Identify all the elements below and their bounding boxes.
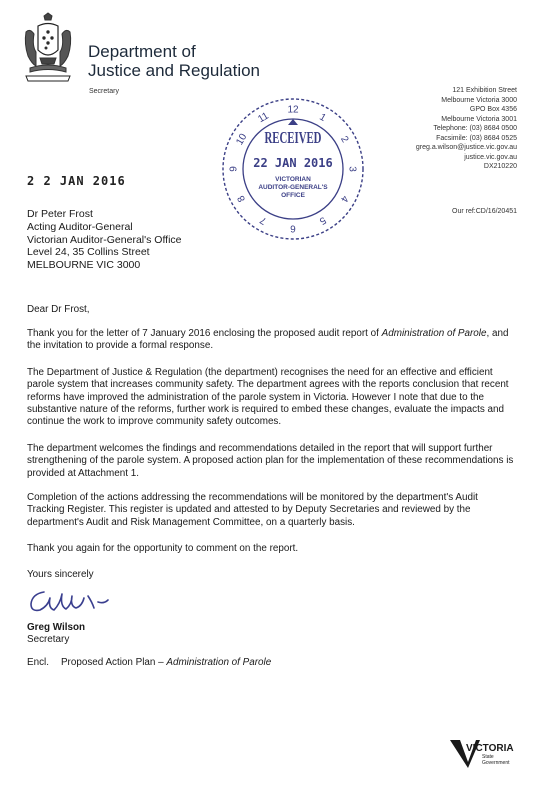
stamp-org-line3: OFFICE [281,192,305,199]
address-line: DX210220 [483,163,517,170]
paragraph-5-text: Thank you again for the opportunity to comment on the report. [27,543,299,554]
stamp-ring-number: 4 [337,193,351,204]
stamp-ring-number: 10 [234,131,250,148]
stamp-date: 22 JAN 2016 [253,156,333,170]
paragraph-1-text-a: Thank you for the letter of 7 January 2016 enclosing the proposed audit report of [27,328,382,339]
address-line: Melbourne Victoria 3001 [441,115,517,123]
our-reference: Our ref:CD/16/20451 [452,208,517,215]
department-name [88,42,260,80]
letterhead-secretary-label: Secretary [89,88,119,95]
received-stamp [218,94,368,244]
address-line: Melbourne Victoria 3000 [441,96,517,104]
paragraph-4 [27,492,517,529]
recipient-office: Victorian Auditor-General's Office [27,233,182,246]
enclosure-label: Encl. [27,657,49,668]
vic-logo-state: State [482,754,494,760]
stamp-ring-number: 11 [256,110,271,126]
closing: Yours sincerely [27,569,94,580]
stamp-ring-number: 2 [337,134,351,145]
stamp-org-line2: AUDITOR-GENERAL'S [258,184,328,191]
paragraph-5 [27,543,517,555]
stamp-ring-number: 9 [228,166,240,172]
department-name-line2: Justice and Regulation [88,61,261,80]
paragraph-2 [27,367,517,428]
stamp-ring-number: 6 [290,222,296,234]
stamp-ring-number: 8 [235,193,249,204]
handwritten-signature [22,584,132,620]
vic-logo-word: VICTORIA [466,743,514,754]
address-line: Telephone: (03) 8684 0500 [433,125,517,132]
recipient-address [27,208,182,272]
enclosure-text: Proposed Action Plan – [60,657,167,668]
enclosure-line [27,657,271,668]
signer-title: Secretary [27,634,70,645]
vic-logo-government: Government [482,760,510,766]
recipient-name: Dr Peter Frost [27,208,93,220]
paragraph-2-text: The Department of Justice & Regulation (the department) recognises the need for an effective and efficient parole system that increases community safety. The department agrees with the reports conclusion that recent reforms have improved the administration of the parole system in Victoria. However I note that due to the substantive nature of the reforms, further work is required to embed these changes, evaluate the impacts and continue the work to improve community safety outcomes. [27,367,509,428]
address-line: 121 Exhibition Street [452,87,517,94]
recipient-city: MELBOURNE VIC 3000 [27,259,141,272]
signer-name: Greg Wilson [27,622,86,633]
stamp-received-label: RECEIVED [264,128,322,148]
salutation-text: Dear Dr Frost, [27,304,90,315]
enclosure-title: Administration of Parole [166,657,272,668]
paragraph-3-text: The department welcomes the findings and recommendations detailed in the report that will support further strengthening of the parole system. A proposed action plan for the implementation of these recommendations is provided at Attachment 1. [27,443,514,479]
paragraph-1 [27,328,517,353]
department-name-line1: Department of [88,42,196,61]
paragraph-4-text: Completion of the actions addressing the recommendations will be monitored by the department's Audit Tracking Register. This register is updated and attested to by Deputy Secretaries and reviewed by the department's Audit and Risk Management Committee, on a quarterly basis. [27,492,478,528]
recipient-street: Level 24, 35 Collins Street [27,246,150,259]
sender-address-block [416,86,517,172]
stamp-ring-number: 12 [287,104,299,116]
stamp-org-line1: VICTORIAN [275,176,311,183]
stamp-ring-number: 7 [258,213,269,227]
paragraph-3 [27,443,517,480]
victoria-state-government-logo [448,738,520,770]
address-line: justice.vic.gov.au [464,153,517,161]
stamp-ring-number: 3 [346,166,358,172]
paragraph-1-text-b: , and the invitation to provide a formal response. [27,328,509,352]
address-line: greg.a.wilson@justice.vic.gov.au [415,144,517,151]
letter-date-stamp: 2 2 JAN 2016 [27,174,126,188]
victoria-coat-of-arms-icon [18,12,78,84]
address-line: GPO Box 4356 [469,106,517,113]
salutation [27,304,517,316]
stamp-ring-number: 5 [317,213,328,227]
address-line: Facsimile: (03) 8684 0525 [436,134,517,142]
stamp-ring-number: 1 [317,111,328,125]
recipient-title: Acting Auditor-General [27,220,133,233]
report-title: Administration of Parole [381,328,487,339]
